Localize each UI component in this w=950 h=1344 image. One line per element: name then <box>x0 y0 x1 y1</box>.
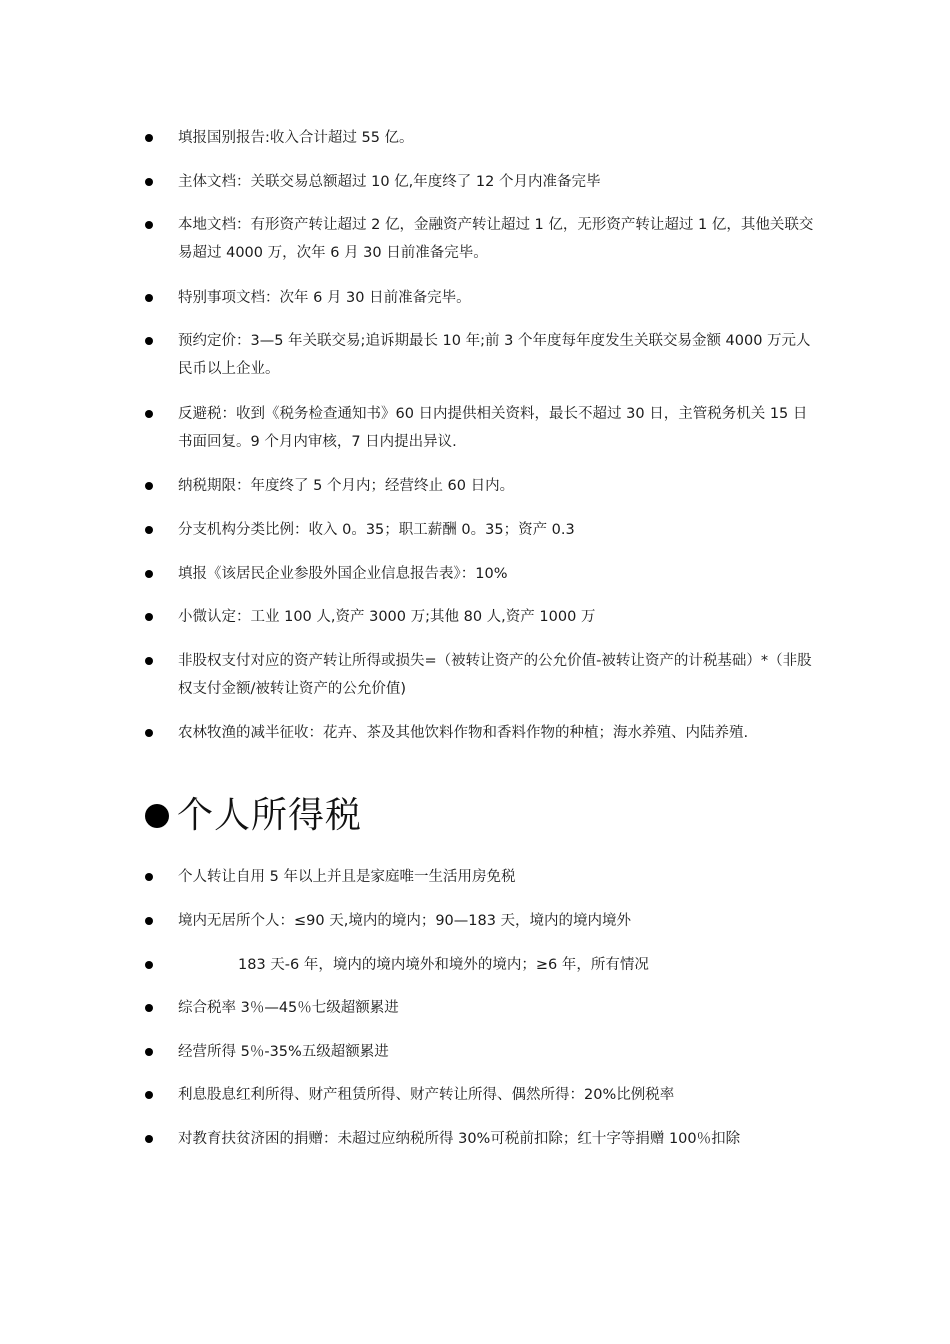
bullet-icon <box>145 1048 153 1056</box>
list-item <box>145 1129 815 1153</box>
list-item-text: 分支机构分类比例：收入 0。35；职工薪酬 0。35；资产 0.3 <box>178 522 575 538</box>
bullet-icon <box>145 961 153 969</box>
section-heading <box>145 792 362 840</box>
list-item <box>145 215 815 267</box>
list-item-text: 小微认定：工业 100 人,资产 3000 万;其他 80 人,资产 1000 万 <box>178 609 596 625</box>
list-item-text: 预约定价：3—5 年关联交易;追诉期最长 10 年;前 3 个年度每年度发生关联交易金额 4000 万元人民币以上企业。 <box>178 333 811 377</box>
list-item <box>145 172 815 196</box>
list-item-text: 183 天-6 年，境内的境内境外和境外的境内；≥6 年，所有情况 <box>238 957 649 973</box>
list-item-text: 反避税：收到《税务检查通知书》60 日内提供相关资料，最长不超过 30 日，主管税务机关 15 日书面回复。9 个月内审核，7 日内提出异议. <box>178 406 808 450</box>
bullet-icon <box>145 1135 153 1143</box>
bullet-icon <box>145 873 153 881</box>
list-item <box>145 128 815 152</box>
bullet-icon <box>145 178 153 186</box>
list-item-text: 综合税率 3％—45％七级超额累进 <box>178 1000 399 1016</box>
list-item-text: 主体文档：关联交易总额超过 10 亿,年度终了 12 个月内准备完毕 <box>178 174 601 190</box>
list-item <box>145 520 815 544</box>
list-item-text: 经营所得 5％-35%五级超额累进 <box>178 1044 389 1060</box>
list-item-text: 境内无居所个人：≤90 天,境内的境内；90—183 天，境内的境内境外 <box>178 913 632 929</box>
list-item <box>145 564 815 588</box>
bullet-icon <box>145 526 153 534</box>
bullet-icon <box>145 337 153 345</box>
bullet-icon <box>145 570 153 578</box>
bullet-icon <box>145 482 153 490</box>
list-item <box>145 955 815 979</box>
bullet-icon <box>145 729 153 737</box>
list-item-text: 非股权支付对应的资产转让所得或损失=（被转让资产的公允价值-被转让资产的计税基础）*（非股权支付金额/被转让资产的公允价值) <box>178 653 812 697</box>
bullet-icon <box>145 410 153 418</box>
bullet-icon <box>145 613 153 621</box>
list-item <box>145 1042 815 1066</box>
list-item-text: 特别事项文档：次年 6 月 30 日前准备完毕。 <box>178 290 471 306</box>
list-item-text: 农林牧渔的减半征收：花卉、茶及其他饮料作物和香料作物的种植；海水养殖、内陆养殖. <box>178 725 749 741</box>
bullet-icon <box>145 917 153 925</box>
bullet-icon <box>145 221 153 229</box>
list-item-text: 纳税期限：年度终了 5 个月内；经营终止 60 日内。 <box>178 478 515 494</box>
list-item-text: 填报国别报告:收入合计超过 55 亿。 <box>178 130 414 146</box>
list-item-text: 对教育扶贫济困的捐赠：未超过应纳税所得 30%可税前扣除；红十字等捐赠 100％扣除 <box>178 1131 741 1147</box>
list-item <box>145 998 815 1022</box>
bullet-icon <box>145 1091 153 1099</box>
list-item <box>145 288 815 312</box>
list-item <box>145 723 815 747</box>
list-item <box>145 404 815 456</box>
list-item <box>145 607 815 631</box>
list-item <box>145 1085 815 1109</box>
section-heading-text: 个人所得税 <box>177 795 363 836</box>
bullet-icon <box>145 804 169 828</box>
list-item <box>145 651 815 703</box>
list-item <box>145 911 815 935</box>
list-item <box>145 476 815 500</box>
bullet-icon <box>145 294 153 302</box>
list-item-text: 填报《该居民企业参股外国企业信息报告表》：10% <box>178 566 508 582</box>
bullet-icon <box>145 1004 153 1012</box>
bullet-icon <box>145 657 153 665</box>
bullet-icon <box>145 134 153 142</box>
list-item-text: 个人转让自用 5 年以上并且是家庭唯一生活用房免税 <box>178 869 516 885</box>
list-item <box>145 867 815 891</box>
list-item-text: 利息股息红利所得、财产租赁所得、财产转让所得、偶然所得：20%比例税率 <box>178 1087 675 1103</box>
list-item-text: 本地文档：有形资产转让超过 2 亿，金融资产转让超过 1 亿，无形资产转让超过 1 亿，其他关联交易超过 4000 万，次年 6 月 30 日前准备完毕。 <box>178 217 814 261</box>
list-item <box>145 331 815 383</box>
